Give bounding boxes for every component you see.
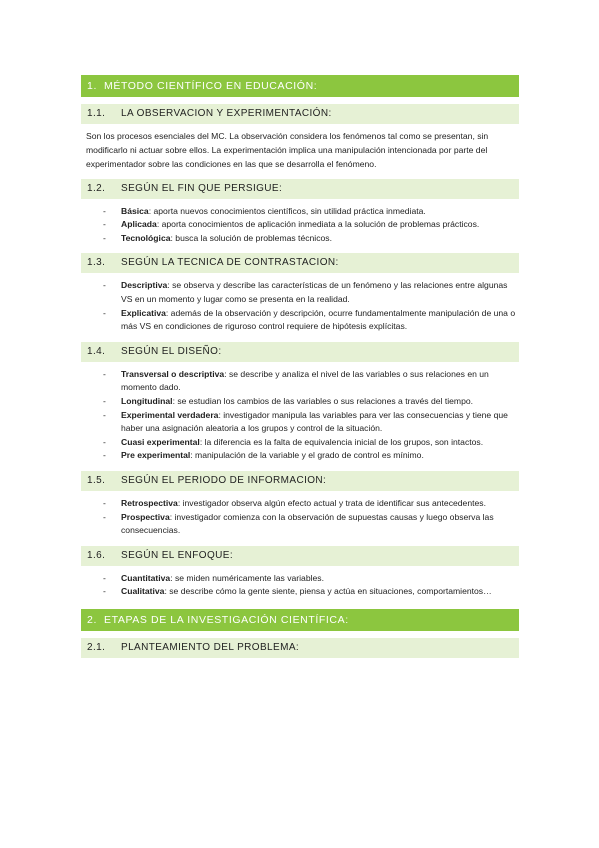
list-item [81, 572, 519, 586]
heading-title: SEGÚN EL ENFOQUE: [121, 549, 234, 561]
list-item [81, 232, 519, 246]
item-text: : se observa y describe las características de un fenómeno y las relaciones entre algunas VS en un momento y lugar como se presenta en la realidad. [121, 280, 508, 304]
heading-number: 2. [87, 613, 97, 626]
heading-section-1-4 [81, 342, 519, 362]
list-item [81, 218, 519, 232]
heading-section-1-6 [81, 546, 519, 566]
bullet-dash: - [103, 232, 106, 243]
item-term: Básica [121, 205, 149, 216]
item-text: : además de la observación y descripción, ocurre fundamentalmente manipulación de una o más VS en condiciones de riguroso control requiere de hipótesis explícitas. [121, 307, 516, 332]
list-fin [81, 205, 519, 246]
heading-title: PLANTEAMIENTO DEL PROBLEMA: [121, 641, 300, 653]
item-text: : se describe cómo la gente siente, piensa y actúa en situaciones, comportamientos… [164, 586, 492, 597]
item-text: : investigador observa algún efecto actual y trata de identificar sus antecedentes. [177, 497, 486, 508]
item-text: : se estudian los cambios de las variables o sus relaciones a través del tiempo. [172, 395, 474, 406]
bullet-dash: - [103, 395, 106, 406]
item-text: : investigador manipula las variables para ver las consecuencias y tiene que haber una asignación aleatoria a los grupos y control de la situación. [121, 409, 508, 434]
list-item [81, 279, 519, 306]
heading-section-1-1 [81, 104, 519, 124]
bullet-dash: - [103, 219, 106, 230]
bullet-dash: - [103, 368, 106, 379]
heading-title: ETAPAS DE LA INVESTIGACIÓN CIENTÍFICA: [104, 613, 349, 626]
list-item [81, 409, 519, 436]
heading-title: LA OBSERVACION Y EXPERIMENTACIÓN: [121, 108, 332, 119]
item-term: Cuasi experimental [121, 436, 200, 447]
heading-title: MÉTODO CIENTÍFICO EN EDUCACIÓN: [104, 80, 318, 92]
heading-title: SEGÚN LA TECNICA DE CONTRASTACION: [121, 257, 339, 269]
list-contrastacion [81, 279, 519, 333]
item-term: Experimental verdadera [121, 409, 219, 420]
heading-title: SEGÚN EL PERIODO DE INFORMACION: [121, 474, 327, 486]
heading-section-1-3 [81, 253, 519, 273]
item-text: : se miden numéricamente las variables. [170, 572, 324, 583]
bullet-dash: - [103, 511, 106, 522]
list-item [81, 511, 519, 538]
bullet-dash: - [103, 572, 106, 583]
bullet-dash: - [103, 280, 106, 291]
heading-number: 2.1. [87, 641, 106, 653]
document-content [81, 75, 519, 658]
list-item [81, 307, 519, 334]
bullet-dash: - [103, 205, 106, 216]
list-item [81, 205, 519, 219]
item-text: : busca la solución de problemas técnicos. [170, 232, 332, 243]
list-item [81, 585, 519, 599]
heading-number: 1.4. [87, 345, 106, 357]
item-text: : aporta nuevos conocimientos científicos, sin utilidad práctica inmediata. [148, 205, 426, 216]
heading-number: 1.3. [87, 257, 106, 269]
item-term: Cuantitativa [121, 572, 171, 583]
item-term: Retrospectiva [121, 497, 178, 508]
list-enfoque [81, 572, 519, 599]
heading-section-2-1 [81, 638, 519, 658]
paragraph-observacion: Son los procesos esenciales del MC. La observación considera los fenómenos tal como se presentan, sin modificarlo ni actuar sobre ellos. La experimentación implica una manipulación intencionada por parte del experimentador sobre las condiciones en las que se desarrolla el fenómeno. [86, 131, 489, 170]
bullet-dash: - [103, 450, 106, 461]
item-term: Transversal o descriptiva [121, 368, 225, 379]
heading-title: SEGÚN EL FIN QUE PERSIGUE: [121, 182, 283, 194]
item-text: : aporta conocimientos de aplicación inmediata a la solución de problemas prácticos. [156, 219, 480, 230]
item-text: : investigador comienza con la observación de supuestas causas y luego observa las consecuencias. [121, 511, 494, 536]
bullet-dash: - [103, 586, 106, 597]
heading-section-1-2 [81, 179, 519, 199]
list-item [81, 436, 519, 450]
item-text: : la diferencia es la falta de equivalencia inicial de los grupos, son intactos. [199, 436, 484, 447]
item-term: Prospectiva [121, 511, 170, 522]
list-item [81, 395, 519, 409]
heading-number: 1.2. [87, 182, 106, 194]
heading-number: 1. [87, 80, 97, 92]
list-item [81, 497, 519, 511]
bullet-dash: - [103, 409, 106, 420]
item-term: Explicativa [121, 307, 166, 318]
item-term: Tecnológica [121, 232, 171, 243]
bullet-dash: - [103, 307, 106, 318]
item-text: : se describe y analiza el nivel de las variables o sus relaciones en un momento dado. [121, 368, 489, 393]
heading-title: SEGÚN EL DISEÑO: [121, 345, 222, 357]
heading-number: 1.5. [87, 474, 106, 486]
bullet-dash: - [103, 436, 106, 447]
list-diseno [81, 368, 519, 463]
list-item [81, 368, 519, 395]
bullet-dash: - [103, 497, 106, 508]
heading-section-1-5 [81, 471, 519, 491]
list-periodo [81, 497, 519, 538]
item-term: Longitudinal [121, 395, 173, 406]
item-term: Pre experimental [121, 450, 191, 461]
list-item [81, 449, 519, 463]
item-term: Cualitativa [121, 586, 165, 597]
heading-section-2 [81, 609, 519, 631]
heading-section-1 [81, 75, 519, 97]
heading-number: 1.6. [87, 549, 106, 561]
item-text: : manipulación de la variable y el grado de control es mínimo. [190, 450, 424, 461]
item-term: Descriptiva [121, 280, 168, 291]
heading-number: 1.1. [87, 108, 106, 119]
item-term: Aplicada [121, 219, 157, 230]
